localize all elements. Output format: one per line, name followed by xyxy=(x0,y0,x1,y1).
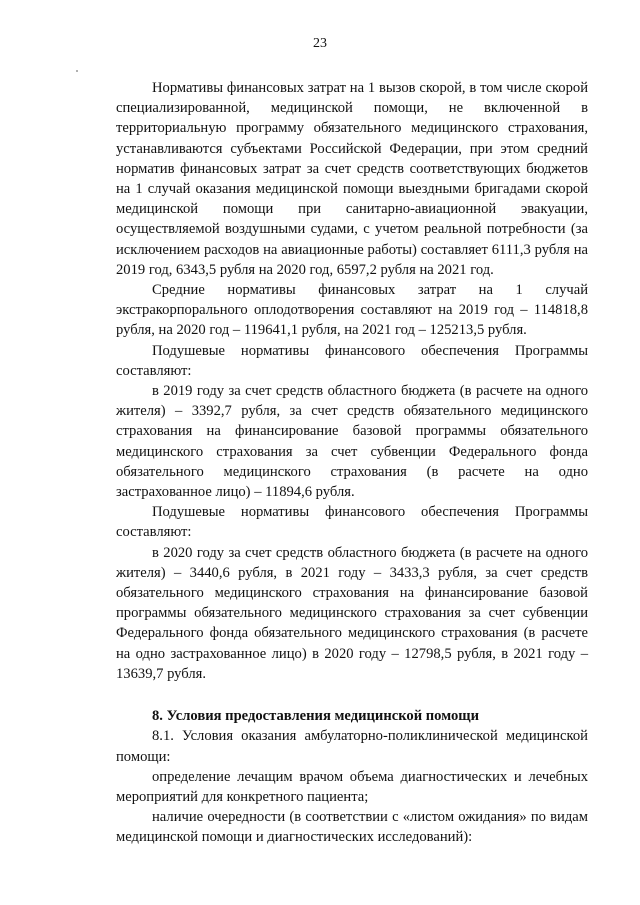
paragraph-air-ambulance-standards: Нормативы финансовых затрат на 1 вызов скорой, в том числе скорой специализированной, медицинской помощи, не включенной в территориальную программу обязательного медицинского страхования, устанавливаются субъектами Российской Федерации, при этом средний норматив финансовых затрат за счет средств соответствующих бюджетов на 1 случай оказания медицинской помощи выездными бригадами скорой медицинской помощи при санитарно-авиационной эвакуации, осуществляемой воздушными судами, с учетом реальной потребности (за исключением расходов на авиационные работы) составляет 6111,3 рубля на 2019 год, 6343,5 рубля на 2020 год, 6597,2 рубля на 2021 год. xyxy=(116,80,588,278)
paragraph-scope-determination: определение лечащим врачом объема диагностических и лечебных мероприятий для конкретного пациента; xyxy=(116,768,588,805)
paragraph-per-capita-2019: в 2019 году за счет средств областного бюджета (в расчете на одного жителя) – 3392,7 рубля, за счет средств обязательного медицинского страхования на финансирование базовой программы обязательного медицинского страхования за счет субвенции Федерального фонда обязательного медицинского страхования (в расчете на одно застрахованное лицо) – 11894,6 рубля. xyxy=(116,383,588,501)
scan-artifact-dot xyxy=(76,70,78,72)
paragraph-per-capita-intro-2019: Подушевые нормативы финансового обеспечения Программы составляют: xyxy=(116,342,588,379)
section-heading: 8. Условия предоставления медицинской помощи xyxy=(152,708,479,725)
paragraph-per-capita-intro-2020: Подушевые нормативы финансового обеспечения Программы составляют: xyxy=(116,504,588,541)
paragraph-outpatient-conditions: 8.1. Условия оказания амбулаторно-поликлинической медицинской помощи: xyxy=(116,728,588,765)
paragraph-waiting-list: наличие очередности (в соответствии с «листом ожидания» по видам медицинской помощи и диагностических исследований): xyxy=(116,809,588,846)
paragraph-ivf-standards: Средние нормативы финансовых затрат на 1 случай экстракорпорального оплодотворения составляют на 2019 год – 114818,8 рубля, на 2020 год – 119641,1 рубля, на 2021 год – 125213,5 рубля. xyxy=(116,282,588,339)
document-body xyxy=(116,78,588,848)
paragraph-per-capita-2020-2021: в 2020 году за счет средств областного бюджета (в расчете на одного жителя) – 3440,6 рубля, в 2021 году – 3433,3 рубля, за счет средств обязательного медицинского страхования на финансирование базовой программы обязательного медицинского страхования за счет субвенции Федерального фонда обязательного медицинского страхования (в расчете на одно застрахованное лицо) в 2020 году – 12798,5 рубля, в 2021 году – 13639,7 рубля. xyxy=(116,544,588,682)
page-number: 23 xyxy=(313,36,327,51)
